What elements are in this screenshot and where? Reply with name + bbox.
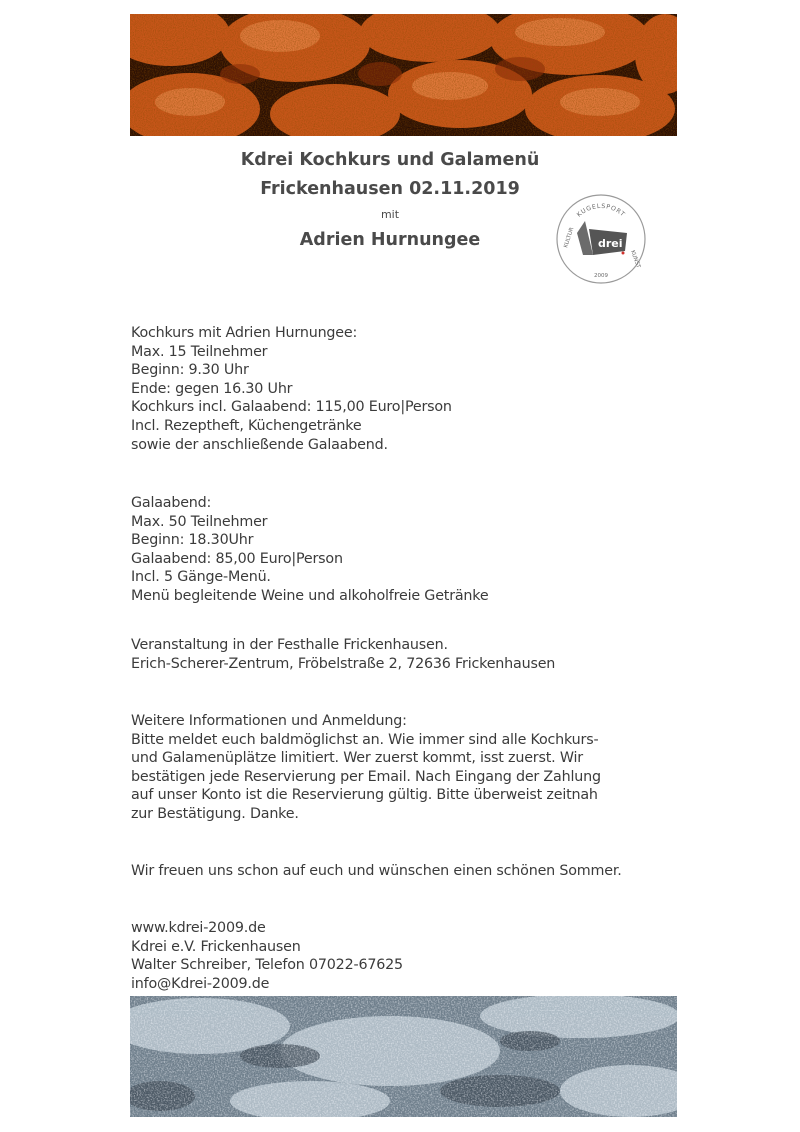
- footer-photo: [130, 996, 677, 1117]
- event-location-date: Frickenhausen 02.11.2019: [260, 179, 520, 199]
- gala-heading: Galaabend:: [131, 495, 212, 511]
- svg-text:drei: drei: [598, 237, 623, 250]
- greeting-line: Wir freuen uns schon auf euch und wünschen einen schönen Sommer.: [131, 863, 622, 879]
- registration-line: zur Bestätigung. Danke.: [131, 805, 299, 822]
- cooking-class-line: Max. 15 Teilnehmer: [131, 343, 268, 360]
- cooking-class-line: Ende: gegen 16.30 Uhr: [131, 380, 293, 397]
- registration-info: [131, 712, 601, 824]
- header-photo: [130, 14, 677, 136]
- gala-line: Menü begleitende Weine und alkoholfreie Getränke: [131, 587, 489, 604]
- venue-line: Veranstaltung in der Festhalle Frickenhausen.: [131, 637, 448, 653]
- registration-line: bestätigen jede Reservierung per Email. Nach Eingang der Zahlung: [131, 768, 601, 785]
- contact-details: [131, 919, 403, 993]
- gala-price: Galaabend: 85,00 Euro|Person: [131, 550, 343, 567]
- cooking-class-price: Kochkurs incl. Galaabend: 115,00 Euro|Person: [131, 399, 452, 416]
- svg-text:KUGELSPORT: KUGELSPORT: [575, 202, 627, 219]
- gala-line: Incl. 5 Gänge-Menü.: [131, 569, 271, 586]
- with-label: mit: [380, 208, 400, 221]
- registration-line: auf unser Konto ist die Reservierung gültig. Bitte überweist zeitnah: [131, 787, 598, 804]
- email-link[interactable]: info@Kdrei-2009.de: [131, 975, 270, 992]
- cooking-class-heading: Kochkurs mit Adrien Hurnungee:: [131, 325, 358, 341]
- gala-line: Max. 50 Teilnehmer: [131, 513, 268, 530]
- contact-phone: Walter Schreiber, Telefon 07022-67625: [131, 957, 403, 974]
- registration-line: und Galamenüplätze limitiert. Wer zuerst kommt, isst zuerst. Wir: [131, 750, 583, 767]
- kdrei-logo: [555, 193, 647, 285]
- website-link[interactable]: www.kdrei-2009.de: [131, 920, 266, 936]
- cooking-class-line: Incl. Rezeptheft, Küchengetränke: [131, 417, 362, 434]
- organization-name: Kdrei e.V. Frickenhausen: [131, 938, 301, 955]
- registration-heading: Weitere Informationen und Anmeldung:: [131, 713, 407, 729]
- svg-text:KUNST: KUNST: [629, 249, 642, 270]
- chef-name: Adrien Hurnungee: [299, 230, 481, 250]
- venue-address: Erich-Scherer-Zentrum, Fröbelstraße 2, 72636 Frickenhausen: [131, 655, 556, 672]
- cooking-class-details: [131, 324, 452, 454]
- cooking-class-line: sowie der anschließende Galaabend.: [131, 436, 388, 453]
- event-title: Kdrei Kochkurs und Galamenü: [240, 150, 540, 170]
- svg-text:KULTUR: KULTUR: [563, 226, 576, 249]
- cooking-class-line: Beginn: 9.30 Uhr: [131, 362, 249, 379]
- venue-details: [131, 636, 555, 673]
- gala-line: Beginn: 18.30Uhr: [131, 532, 254, 549]
- gala-evening-details: [131, 494, 488, 606]
- registration-line: Bitte meldet euch baldmöglichst an. Wie immer sind alle Kochkurs-: [131, 731, 599, 748]
- greeting: [131, 862, 622, 881]
- svg-text:2009: 2009: [594, 273, 608, 279]
